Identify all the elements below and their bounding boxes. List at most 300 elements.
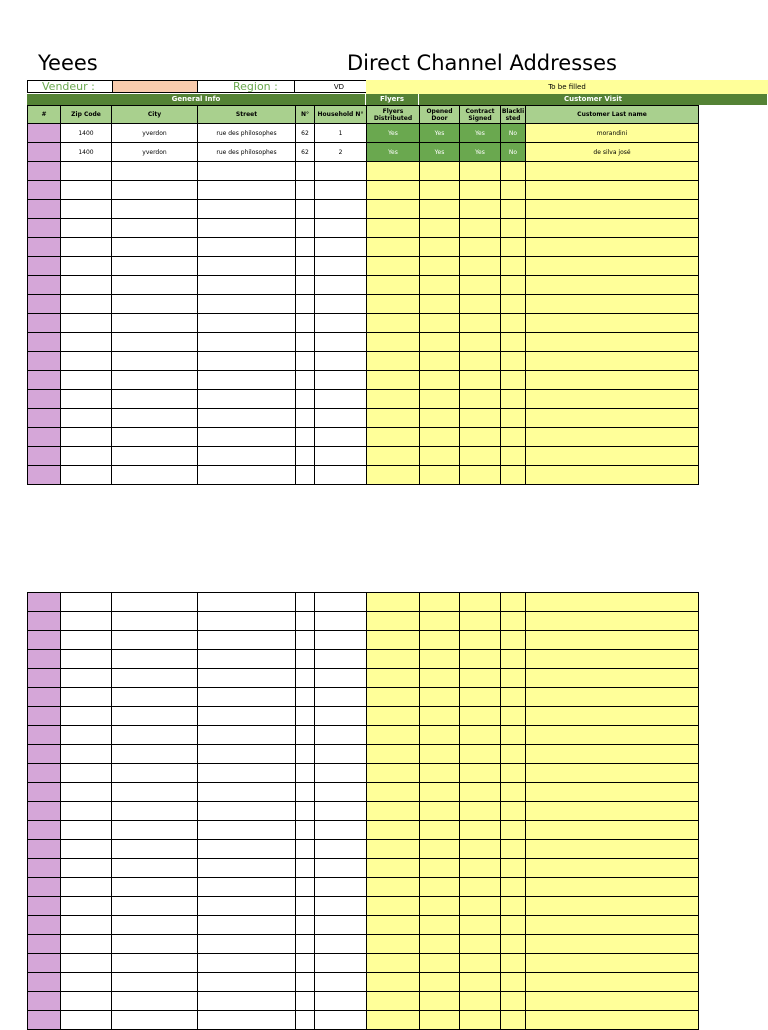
last-name-cell[interactable] <box>526 447 699 466</box>
contract-cell[interactable] <box>460 219 501 238</box>
flyers-cell[interactable] <box>367 352 420 371</box>
last-name-cell[interactable] <box>526 276 699 295</box>
flyers-cell[interactable] <box>367 333 420 352</box>
row-index-cell[interactable] <box>28 707 61 726</box>
row-index-cell[interactable] <box>28 257 61 276</box>
contract-cell[interactable] <box>460 200 501 219</box>
flyers-cell[interactable] <box>367 181 420 200</box>
last-name-cell[interactable] <box>526 314 699 333</box>
contract-cell[interactable] <box>460 352 501 371</box>
flyers-cell[interactable] <box>367 688 420 707</box>
blacklisted-cell[interactable] <box>501 688 526 707</box>
n-cell[interactable] <box>296 612 315 631</box>
last-name-cell[interactable] <box>526 707 699 726</box>
street-cell[interactable] <box>198 276 296 295</box>
last-name-cell[interactable] <box>526 650 699 669</box>
zip-cell[interactable] <box>61 707 112 726</box>
zip-cell[interactable]: 1400 <box>61 124 112 143</box>
opened-cell[interactable] <box>420 726 460 745</box>
last-name-cell[interactable] <box>526 745 699 764</box>
region-input[interactable]: VD <box>294 80 367 93</box>
city-cell[interactable] <box>112 409 198 428</box>
zip-cell[interactable]: 1400 <box>61 143 112 162</box>
last-name-cell[interactable] <box>526 973 699 992</box>
n-cell[interactable] <box>296 840 315 859</box>
street-cell[interactable] <box>198 612 296 631</box>
n-cell[interactable]: 62 <box>296 143 315 162</box>
blacklisted-cell[interactable] <box>501 802 526 821</box>
row-index-cell[interactable] <box>28 935 61 954</box>
flyers-cell[interactable] <box>367 219 420 238</box>
household-cell[interactable] <box>315 257 367 276</box>
zip-cell[interactable] <box>61 916 112 935</box>
row-index-cell[interactable] <box>28 745 61 764</box>
contract-cell[interactable] <box>460 409 501 428</box>
zip-cell[interactable] <box>61 447 112 466</box>
blacklisted-cell[interactable] <box>501 409 526 428</box>
street-cell[interactable] <box>198 409 296 428</box>
contract-cell[interactable] <box>460 162 501 181</box>
contract-cell[interactable] <box>460 916 501 935</box>
contract-cell[interactable] <box>460 276 501 295</box>
n-cell[interactable] <box>296 764 315 783</box>
last-name-cell[interactable] <box>526 992 699 1011</box>
street-cell[interactable] <box>198 428 296 447</box>
street-cell[interactable] <box>198 181 296 200</box>
city-cell[interactable] <box>112 726 198 745</box>
last-name-cell[interactable] <box>526 200 699 219</box>
flyers-cell[interactable] <box>367 314 420 333</box>
blacklisted-cell[interactable] <box>501 859 526 878</box>
street-cell[interactable] <box>198 783 296 802</box>
n-cell[interactable] <box>296 631 315 650</box>
city-cell[interactable] <box>112 764 198 783</box>
zip-cell[interactable] <box>61 257 112 276</box>
blacklisted-cell[interactable] <box>501 295 526 314</box>
n-cell[interactable] <box>296 200 315 219</box>
city-cell[interactable] <box>112 162 198 181</box>
row-index-cell[interactable] <box>28 992 61 1011</box>
n-cell[interactable] <box>296 897 315 916</box>
last-name-cell[interactable] <box>526 783 699 802</box>
household-cell[interactable] <box>315 650 367 669</box>
contract-cell[interactable] <box>460 314 501 333</box>
last-name-cell[interactable] <box>526 802 699 821</box>
row-index-cell[interactable] <box>28 726 61 745</box>
opened-cell[interactable] <box>420 219 460 238</box>
city-cell[interactable] <box>112 466 198 485</box>
n-cell[interactable] <box>296 783 315 802</box>
contract-cell[interactable] <box>460 428 501 447</box>
street-cell[interactable] <box>198 859 296 878</box>
row-index-cell[interactable] <box>28 612 61 631</box>
contract-cell[interactable] <box>460 257 501 276</box>
blacklisted-cell[interactable] <box>501 745 526 764</box>
city-cell[interactable] <box>112 219 198 238</box>
opened-cell[interactable] <box>420 181 460 200</box>
n-cell[interactable] <box>296 409 315 428</box>
zip-cell[interactable] <box>61 295 112 314</box>
zip-cell[interactable] <box>61 764 112 783</box>
flyers-cell[interactable] <box>367 726 420 745</box>
household-cell[interactable] <box>315 992 367 1011</box>
contract-cell[interactable] <box>460 447 501 466</box>
zip-cell[interactable] <box>61 593 112 612</box>
zip-cell[interactable] <box>61 333 112 352</box>
last-name-cell[interactable] <box>526 333 699 352</box>
household-cell[interactable] <box>315 764 367 783</box>
city-cell[interactable] <box>112 859 198 878</box>
zip-cell[interactable] <box>61 466 112 485</box>
blacklisted-cell[interactable] <box>501 276 526 295</box>
last-name-cell[interactable] <box>526 688 699 707</box>
flyers-cell[interactable]: Yes <box>367 124 420 143</box>
n-cell[interactable] <box>296 802 315 821</box>
opened-cell[interactable] <box>420 352 460 371</box>
city-cell[interactable] <box>112 878 198 897</box>
row-index-cell[interactable] <box>28 371 61 390</box>
street-cell[interactable] <box>198 821 296 840</box>
opened-cell[interactable] <box>420 802 460 821</box>
street-cell[interactable] <box>198 295 296 314</box>
row-index-cell[interactable] <box>28 409 61 428</box>
n-cell[interactable] <box>296 219 315 238</box>
city-cell[interactable] <box>112 802 198 821</box>
opened-cell[interactable] <box>420 257 460 276</box>
n-cell[interactable] <box>296 181 315 200</box>
n-cell[interactable] <box>296 745 315 764</box>
flyers-cell[interactable] <box>367 973 420 992</box>
contract-cell[interactable] <box>460 935 501 954</box>
n-cell[interactable] <box>296 390 315 409</box>
city-cell[interactable] <box>112 783 198 802</box>
last-name-cell[interactable] <box>526 935 699 954</box>
blacklisted-cell[interactable] <box>501 257 526 276</box>
row-index-cell[interactable] <box>28 802 61 821</box>
n-cell[interactable] <box>296 878 315 897</box>
city-cell[interactable] <box>112 333 198 352</box>
opened-cell[interactable]: Yes <box>420 124 460 143</box>
contract-cell[interactable] <box>460 371 501 390</box>
opened-cell[interactable] <box>420 295 460 314</box>
zip-cell[interactable] <box>61 954 112 973</box>
opened-cell[interactable] <box>420 707 460 726</box>
last-name-cell[interactable] <box>526 897 699 916</box>
zip-cell[interactable] <box>61 726 112 745</box>
household-cell[interactable] <box>315 295 367 314</box>
contract-cell[interactable] <box>460 783 501 802</box>
household-cell[interactable] <box>315 371 367 390</box>
blacklisted-cell[interactable] <box>501 612 526 631</box>
city-cell[interactable] <box>112 612 198 631</box>
flyers-cell[interactable] <box>367 745 420 764</box>
last-name-cell[interactable] <box>526 257 699 276</box>
opened-cell[interactable] <box>420 650 460 669</box>
n-cell[interactable] <box>296 447 315 466</box>
zip-cell[interactable] <box>61 878 112 897</box>
row-index-cell[interactable] <box>28 143 61 162</box>
household-cell[interactable] <box>315 631 367 650</box>
opened-cell[interactable] <box>420 745 460 764</box>
blacklisted-cell[interactable] <box>501 650 526 669</box>
flyers-cell[interactable] <box>367 631 420 650</box>
last-name-cell[interactable] <box>526 764 699 783</box>
n-cell[interactable] <box>296 992 315 1011</box>
city-cell[interactable] <box>112 276 198 295</box>
city-cell[interactable] <box>112 840 198 859</box>
city-cell[interactable] <box>112 314 198 333</box>
last-name-cell[interactable] <box>526 878 699 897</box>
row-index-cell[interactable] <box>28 764 61 783</box>
street-cell[interactable] <box>198 466 296 485</box>
zip-cell[interactable] <box>61 859 112 878</box>
zip-cell[interactable] <box>61 935 112 954</box>
last-name-cell[interactable] <box>526 390 699 409</box>
street-cell[interactable] <box>198 764 296 783</box>
row-index-cell[interactable] <box>28 162 61 181</box>
contract-cell[interactable] <box>460 992 501 1011</box>
contract-cell[interactable] <box>460 821 501 840</box>
zip-cell[interactable] <box>61 276 112 295</box>
city-cell[interactable] <box>112 1011 198 1030</box>
blacklisted-cell[interactable] <box>501 783 526 802</box>
last-name-cell[interactable] <box>526 1011 699 1030</box>
flyers-cell[interactable] <box>367 428 420 447</box>
household-cell[interactable] <box>315 238 367 257</box>
last-name-cell[interactable] <box>526 954 699 973</box>
row-index-cell[interactable] <box>28 859 61 878</box>
row-index-cell[interactable] <box>28 181 61 200</box>
flyers-cell[interactable] <box>367 821 420 840</box>
contract-cell[interactable] <box>460 745 501 764</box>
row-index-cell[interactable] <box>28 352 61 371</box>
row-index-cell[interactable] <box>28 390 61 409</box>
zip-cell[interactable] <box>61 162 112 181</box>
contract-cell[interactable] <box>460 859 501 878</box>
zip-cell[interactable] <box>61 352 112 371</box>
street-cell[interactable] <box>198 593 296 612</box>
street-cell[interactable] <box>198 650 296 669</box>
household-cell[interactable] <box>315 859 367 878</box>
row-index-cell[interactable] <box>28 669 61 688</box>
opened-cell[interactable] <box>420 821 460 840</box>
n-cell[interactable] <box>296 859 315 878</box>
zip-cell[interactable] <box>61 371 112 390</box>
row-index-cell[interactable] <box>28 916 61 935</box>
household-cell[interactable] <box>315 447 367 466</box>
last-name-cell[interactable] <box>526 181 699 200</box>
last-name-cell[interactable] <box>526 238 699 257</box>
row-index-cell[interactable] <box>28 878 61 897</box>
blacklisted-cell[interactable] <box>501 162 526 181</box>
opened-cell[interactable] <box>420 764 460 783</box>
zip-cell[interactable] <box>61 409 112 428</box>
zip-cell[interactable] <box>61 428 112 447</box>
opened-cell[interactable] <box>420 612 460 631</box>
street-cell[interactable] <box>198 447 296 466</box>
street-cell[interactable] <box>198 390 296 409</box>
opened-cell[interactable] <box>420 371 460 390</box>
household-cell[interactable] <box>315 840 367 859</box>
opened-cell[interactable] <box>420 390 460 409</box>
opened-cell[interactable] <box>420 593 460 612</box>
blacklisted-cell[interactable] <box>501 314 526 333</box>
opened-cell[interactable] <box>420 409 460 428</box>
blacklisted-cell[interactable]: No <box>501 143 526 162</box>
n-cell[interactable] <box>296 688 315 707</box>
row-index-cell[interactable] <box>28 897 61 916</box>
flyers-cell[interactable] <box>367 1011 420 1030</box>
opened-cell[interactable] <box>420 162 460 181</box>
contract-cell[interactable] <box>460 593 501 612</box>
last-name-cell[interactable] <box>526 612 699 631</box>
household-cell[interactable] <box>315 897 367 916</box>
blacklisted-cell[interactable] <box>501 916 526 935</box>
household-cell[interactable] <box>315 1011 367 1030</box>
household-cell[interactable] <box>315 916 367 935</box>
contract-cell[interactable] <box>460 631 501 650</box>
n-cell[interactable] <box>296 954 315 973</box>
n-cell[interactable] <box>296 1011 315 1030</box>
city-cell[interactable] <box>112 992 198 1011</box>
last-name-cell[interactable] <box>526 916 699 935</box>
street-cell[interactable]: rue des philosophes <box>198 143 296 162</box>
blacklisted-cell[interactable] <box>501 992 526 1011</box>
last-name-cell[interactable] <box>526 428 699 447</box>
household-cell[interactable] <box>315 935 367 954</box>
n-cell[interactable] <box>296 821 315 840</box>
zip-cell[interactable] <box>61 688 112 707</box>
contract-cell[interactable] <box>460 181 501 200</box>
contract-cell[interactable] <box>460 840 501 859</box>
contract-cell[interactable] <box>460 973 501 992</box>
street-cell[interactable] <box>198 707 296 726</box>
contract-cell[interactable]: Yes <box>460 124 501 143</box>
row-index-cell[interactable] <box>28 593 61 612</box>
flyers-cell[interactable] <box>367 390 420 409</box>
n-cell[interactable] <box>296 428 315 447</box>
household-cell[interactable]: 1 <box>315 124 367 143</box>
flyers-cell[interactable] <box>367 992 420 1011</box>
blacklisted-cell[interactable] <box>501 764 526 783</box>
opened-cell[interactable] <box>420 783 460 802</box>
opened-cell[interactable] <box>420 669 460 688</box>
last-name-cell[interactable] <box>526 669 699 688</box>
household-cell[interactable]: 2 <box>315 143 367 162</box>
city-cell[interactable] <box>112 650 198 669</box>
blacklisted-cell[interactable] <box>501 1011 526 1030</box>
blacklisted-cell[interactable] <box>501 707 526 726</box>
row-index-cell[interactable] <box>28 219 61 238</box>
contract-cell[interactable]: Yes <box>460 143 501 162</box>
last-name-cell[interactable] <box>526 726 699 745</box>
n-cell[interactable] <box>296 466 315 485</box>
street-cell[interactable] <box>198 688 296 707</box>
opened-cell[interactable] <box>420 1011 460 1030</box>
blacklisted-cell[interactable] <box>501 181 526 200</box>
city-cell[interactable] <box>112 745 198 764</box>
n-cell[interactable] <box>296 916 315 935</box>
row-index-cell[interactable] <box>28 783 61 802</box>
flyers-cell[interactable] <box>367 295 420 314</box>
last-name-cell[interactable] <box>526 821 699 840</box>
city-cell[interactable]: yverdon <box>112 143 198 162</box>
n-cell[interactable] <box>296 238 315 257</box>
row-index-cell[interactable] <box>28 447 61 466</box>
household-cell[interactable] <box>315 333 367 352</box>
flyers-cell[interactable] <box>367 650 420 669</box>
n-cell[interactable] <box>296 276 315 295</box>
last-name-cell[interactable] <box>526 840 699 859</box>
row-index-cell[interactable] <box>28 466 61 485</box>
n-cell[interactable] <box>296 669 315 688</box>
household-cell[interactable] <box>315 200 367 219</box>
last-name-cell[interactable] <box>526 162 699 181</box>
opened-cell[interactable] <box>420 935 460 954</box>
household-cell[interactable] <box>315 688 367 707</box>
row-index-cell[interactable] <box>28 973 61 992</box>
last-name-cell[interactable] <box>526 295 699 314</box>
last-name-cell[interactable] <box>526 466 699 485</box>
contract-cell[interactable] <box>460 390 501 409</box>
n-cell[interactable] <box>296 593 315 612</box>
row-index-cell[interactable] <box>28 840 61 859</box>
blacklisted-cell[interactable] <box>501 878 526 897</box>
blacklisted-cell[interactable] <box>501 935 526 954</box>
flyers-cell[interactable]: Yes <box>367 143 420 162</box>
flyers-cell[interactable] <box>367 707 420 726</box>
city-cell[interactable] <box>112 181 198 200</box>
flyers-cell[interactable] <box>367 612 420 631</box>
street-cell[interactable] <box>198 878 296 897</box>
zip-cell[interactable] <box>61 669 112 688</box>
zip-cell[interactable] <box>61 1011 112 1030</box>
zip-cell[interactable] <box>61 783 112 802</box>
n-cell[interactable] <box>296 162 315 181</box>
flyers-cell[interactable] <box>367 935 420 954</box>
opened-cell[interactable] <box>420 897 460 916</box>
zip-cell[interactable] <box>61 631 112 650</box>
row-index-cell[interactable] <box>28 314 61 333</box>
contract-cell[interactable] <box>460 295 501 314</box>
contract-cell[interactable] <box>460 726 501 745</box>
opened-cell[interactable] <box>420 276 460 295</box>
blacklisted-cell[interactable] <box>501 897 526 916</box>
city-cell[interactable] <box>112 257 198 276</box>
last-name-cell[interactable] <box>526 593 699 612</box>
last-name-cell[interactable]: morandini <box>526 124 699 143</box>
blacklisted-cell[interactable] <box>501 390 526 409</box>
household-cell[interactable] <box>315 352 367 371</box>
household-cell[interactable] <box>315 593 367 612</box>
street-cell[interactable] <box>198 631 296 650</box>
opened-cell[interactable] <box>420 631 460 650</box>
zip-cell[interactable] <box>61 181 112 200</box>
city-cell[interactable] <box>112 390 198 409</box>
blacklisted-cell[interactable] <box>501 726 526 745</box>
row-index-cell[interactable] <box>28 954 61 973</box>
opened-cell[interactable] <box>420 333 460 352</box>
contract-cell[interactable] <box>460 707 501 726</box>
row-index-cell[interactable] <box>28 200 61 219</box>
last-name-cell[interactable] <box>526 859 699 878</box>
city-cell[interactable]: yverdon <box>112 124 198 143</box>
street-cell[interactable] <box>198 371 296 390</box>
blacklisted-cell[interactable] <box>501 352 526 371</box>
n-cell[interactable] <box>296 707 315 726</box>
household-cell[interactable] <box>315 878 367 897</box>
street-cell[interactable] <box>198 314 296 333</box>
